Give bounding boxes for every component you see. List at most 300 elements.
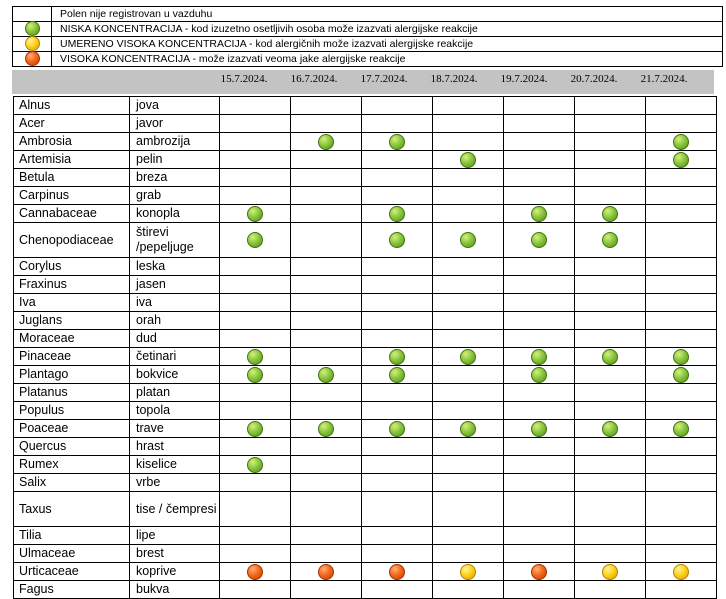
concentration-cell bbox=[362, 187, 433, 205]
concentration-cell bbox=[646, 563, 717, 581]
concentration-cell bbox=[504, 294, 575, 312]
concentration-cell bbox=[575, 474, 646, 492]
table-row bbox=[14, 527, 717, 545]
concentration-cell bbox=[646, 330, 717, 348]
date-label: 17.7.2024. bbox=[360, 73, 408, 85]
concentration-cell bbox=[291, 438, 362, 456]
concentration-cell bbox=[646, 276, 717, 294]
green-dot-icon bbox=[602, 349, 618, 365]
concentration-cell bbox=[575, 294, 646, 312]
concentration-cell bbox=[291, 276, 362, 294]
concentration-cell bbox=[575, 492, 646, 527]
concentration-cell bbox=[504, 402, 575, 420]
latin-name: Plantago bbox=[14, 366, 130, 384]
local-name: jova bbox=[130, 97, 220, 115]
concentration-cell bbox=[362, 330, 433, 348]
local-name: orah bbox=[130, 312, 220, 330]
green-dot-icon bbox=[318, 367, 334, 383]
concentration-cell bbox=[646, 169, 717, 187]
pollen-table bbox=[13, 96, 717, 599]
concentration-cell bbox=[575, 527, 646, 545]
concentration-cell bbox=[362, 492, 433, 527]
green-dot-icon bbox=[389, 367, 405, 383]
concentration-cell bbox=[433, 258, 504, 276]
concentration-cell bbox=[575, 420, 646, 438]
concentration-cell bbox=[433, 187, 504, 205]
concentration-cell bbox=[220, 133, 291, 151]
concentration-cell bbox=[504, 312, 575, 330]
latin-name: Quercus bbox=[14, 438, 130, 456]
table-row bbox=[14, 187, 717, 205]
local-name: ambrozija bbox=[130, 133, 220, 151]
orange-dot-icon bbox=[531, 564, 547, 580]
green-dot-icon bbox=[318, 134, 334, 150]
concentration-cell bbox=[433, 348, 504, 366]
table-row bbox=[14, 258, 717, 276]
concentration-cell bbox=[362, 97, 433, 115]
local-name: dud bbox=[130, 330, 220, 348]
concentration-cell bbox=[646, 115, 717, 133]
concentration-cell bbox=[220, 581, 291, 599]
concentration-cell bbox=[362, 527, 433, 545]
date-header bbox=[12, 70, 714, 94]
legend-text: Polen nije registrovan u vazduhu bbox=[52, 7, 723, 22]
green-dot-icon bbox=[531, 206, 547, 222]
concentration-cell bbox=[646, 384, 717, 402]
table-row bbox=[14, 384, 717, 402]
local-name: topola bbox=[130, 402, 220, 420]
local-name: četinari bbox=[130, 348, 220, 366]
green-dot-icon bbox=[673, 367, 689, 383]
green-dot-icon bbox=[531, 367, 547, 383]
concentration-cell bbox=[646, 456, 717, 474]
concentration-cell bbox=[433, 563, 504, 581]
concentration-cell bbox=[433, 205, 504, 223]
latin-name: Cannabaceae bbox=[14, 205, 130, 223]
green-dot-icon bbox=[460, 152, 476, 168]
concentration-cell bbox=[291, 205, 362, 223]
concentration-cell bbox=[575, 456, 646, 474]
local-name: kiselice bbox=[130, 456, 220, 474]
legend-row-high bbox=[13, 52, 723, 67]
latin-name: Alnus bbox=[14, 97, 130, 115]
concentration-cell bbox=[504, 366, 575, 384]
concentration-cell bbox=[504, 456, 575, 474]
table-row bbox=[14, 169, 717, 187]
legend-row-moderate bbox=[13, 37, 723, 52]
table-row bbox=[14, 294, 717, 312]
green-dot-icon bbox=[460, 421, 476, 437]
concentration-cell bbox=[504, 97, 575, 115]
legend-row-low bbox=[13, 22, 723, 37]
date-label: 15.7.2024. bbox=[220, 73, 268, 85]
concentration-cell bbox=[220, 527, 291, 545]
local-name: štirevi /pepeljuge bbox=[130, 223, 220, 258]
concentration-cell bbox=[291, 187, 362, 205]
concentration-cell bbox=[504, 276, 575, 294]
green-dot-icon bbox=[602, 421, 618, 437]
green-dot-icon bbox=[247, 349, 263, 365]
concentration-cell bbox=[433, 294, 504, 312]
concentration-cell bbox=[646, 294, 717, 312]
concentration-cell bbox=[575, 97, 646, 115]
concentration-cell bbox=[433, 545, 504, 563]
concentration-cell bbox=[362, 581, 433, 599]
concentration-cell bbox=[575, 384, 646, 402]
latin-name: Juglans bbox=[14, 312, 130, 330]
table-row bbox=[14, 581, 717, 599]
concentration-cell bbox=[646, 97, 717, 115]
concentration-cell bbox=[220, 151, 291, 169]
concentration-cell bbox=[433, 97, 504, 115]
table-row bbox=[14, 492, 717, 527]
concentration-cell bbox=[646, 581, 717, 599]
concentration-cell bbox=[220, 563, 291, 581]
concentration-cell bbox=[291, 492, 362, 527]
concentration-cell bbox=[362, 276, 433, 294]
concentration-cell bbox=[220, 115, 291, 133]
orange-dot-icon bbox=[247, 564, 263, 580]
concentration-cell bbox=[362, 420, 433, 438]
concentration-cell bbox=[504, 492, 575, 527]
concentration-cell bbox=[646, 133, 717, 151]
concentration-cell bbox=[433, 474, 504, 492]
concentration-cell bbox=[504, 258, 575, 276]
green-dot-icon bbox=[247, 421, 263, 437]
yellow-dot-icon bbox=[602, 564, 618, 580]
green-dot-icon bbox=[389, 134, 405, 150]
concentration-cell bbox=[362, 223, 433, 258]
concentration-cell bbox=[433, 169, 504, 187]
legend-row-none bbox=[13, 7, 723, 22]
concentration-cell bbox=[504, 545, 575, 563]
concentration-cell bbox=[220, 276, 291, 294]
concentration-cell bbox=[646, 223, 717, 258]
concentration-cell bbox=[220, 294, 291, 312]
legend-swatch bbox=[13, 37, 52, 52]
local-name: konopla bbox=[130, 205, 220, 223]
concentration-cell bbox=[646, 312, 717, 330]
green-dot-icon bbox=[460, 232, 476, 248]
concentration-cell bbox=[646, 420, 717, 438]
concentration-cell bbox=[220, 97, 291, 115]
concentration-cell bbox=[291, 115, 362, 133]
table-row bbox=[14, 474, 717, 492]
green-dot-icon bbox=[389, 232, 405, 248]
green-dot-icon bbox=[247, 232, 263, 248]
latin-name: Poaceae bbox=[14, 420, 130, 438]
orange-dot-icon bbox=[25, 51, 40, 66]
concentration-cell bbox=[646, 348, 717, 366]
latin-name: Tilia bbox=[14, 527, 130, 545]
local-name: koprive bbox=[130, 563, 220, 581]
latin-name: Rumex bbox=[14, 456, 130, 474]
green-dot-icon bbox=[673, 152, 689, 168]
concentration-cell bbox=[362, 474, 433, 492]
concentration-cell bbox=[646, 527, 717, 545]
green-dot-icon bbox=[602, 206, 618, 222]
latin-name: Populus bbox=[14, 402, 130, 420]
concentration-cell bbox=[504, 420, 575, 438]
concentration-cell bbox=[433, 492, 504, 527]
concentration-cell bbox=[433, 456, 504, 474]
concentration-cell bbox=[433, 366, 504, 384]
concentration-cell bbox=[291, 294, 362, 312]
concentration-cell bbox=[220, 438, 291, 456]
concentration-cell bbox=[646, 366, 717, 384]
concentration-cell bbox=[504, 205, 575, 223]
green-dot-icon bbox=[247, 367, 263, 383]
concentration-cell bbox=[575, 348, 646, 366]
local-name: vrbe bbox=[130, 474, 220, 492]
table-row bbox=[14, 366, 717, 384]
concentration-cell bbox=[291, 151, 362, 169]
concentration-cell bbox=[504, 527, 575, 545]
green-dot-icon bbox=[389, 349, 405, 365]
latin-name: Acer bbox=[14, 115, 130, 133]
table-row bbox=[14, 438, 717, 456]
table-row bbox=[14, 545, 717, 563]
local-name: leska bbox=[130, 258, 220, 276]
concentration-cell bbox=[504, 187, 575, 205]
concentration-cell bbox=[291, 456, 362, 474]
local-name: grab bbox=[130, 187, 220, 205]
latin-name: Iva bbox=[14, 294, 130, 312]
concentration-cell bbox=[220, 205, 291, 223]
concentration-cell bbox=[362, 133, 433, 151]
date-label: 18.7.2024. bbox=[430, 73, 478, 85]
concentration-cell bbox=[575, 187, 646, 205]
concentration-cell bbox=[220, 474, 291, 492]
concentration-cell bbox=[362, 563, 433, 581]
latin-name: Platanus bbox=[14, 384, 130, 402]
concentration-cell bbox=[220, 420, 291, 438]
green-dot-icon bbox=[531, 232, 547, 248]
green-dot-icon bbox=[673, 134, 689, 150]
local-name: javor bbox=[130, 115, 220, 133]
concentration-cell bbox=[220, 366, 291, 384]
concentration-cell bbox=[504, 223, 575, 258]
concentration-cell bbox=[362, 115, 433, 133]
concentration-cell bbox=[575, 133, 646, 151]
concentration-cell bbox=[291, 420, 362, 438]
concentration-cell bbox=[362, 205, 433, 223]
green-dot-icon bbox=[25, 21, 40, 36]
concentration-cell bbox=[433, 420, 504, 438]
concentration-cell bbox=[291, 348, 362, 366]
concentration-cell bbox=[646, 258, 717, 276]
local-name: trave bbox=[130, 420, 220, 438]
concentration-cell bbox=[291, 545, 362, 563]
legend-text: VISOKA KONCENTRACIJA - može izazvati veoma jake alergijske reakcije bbox=[52, 52, 723, 67]
concentration-cell bbox=[291, 330, 362, 348]
concentration-cell bbox=[362, 545, 433, 563]
concentration-cell bbox=[291, 563, 362, 581]
concentration-cell bbox=[362, 402, 433, 420]
green-dot-icon bbox=[389, 421, 405, 437]
green-dot-icon bbox=[673, 349, 689, 365]
concentration-cell bbox=[362, 456, 433, 474]
concentration-cell bbox=[291, 169, 362, 187]
green-dot-icon bbox=[318, 421, 334, 437]
green-dot-icon bbox=[531, 421, 547, 437]
local-name: jasen bbox=[130, 276, 220, 294]
concentration-cell bbox=[575, 258, 646, 276]
latin-name: Taxus bbox=[14, 492, 130, 527]
latin-name: Carpinus bbox=[14, 187, 130, 205]
local-name: breza bbox=[130, 169, 220, 187]
concentration-cell bbox=[220, 384, 291, 402]
concentration-cell bbox=[575, 563, 646, 581]
green-dot-icon bbox=[531, 349, 547, 365]
date-label: 19.7.2024. bbox=[500, 73, 548, 85]
concentration-cell bbox=[220, 348, 291, 366]
concentration-cell bbox=[504, 563, 575, 581]
local-name: lipe bbox=[130, 527, 220, 545]
legend-text: UMERENO VISOKA KONCENTRACIJA - kod alergičnih može izazvati alergijske reakcije bbox=[52, 37, 723, 52]
legend-text: NISKA KONCENTRACIJA - kod izuzetno osetljivih osoba može izazvati alergijske reakcije bbox=[52, 22, 723, 37]
concentration-cell bbox=[362, 169, 433, 187]
concentration-cell bbox=[433, 115, 504, 133]
legend-table bbox=[12, 6, 723, 67]
latin-name: Betula bbox=[14, 169, 130, 187]
latin-name: Fraxinus bbox=[14, 276, 130, 294]
concentration-cell bbox=[220, 545, 291, 563]
concentration-cell bbox=[575, 223, 646, 258]
concentration-cell bbox=[433, 581, 504, 599]
green-dot-icon bbox=[247, 206, 263, 222]
concentration-cell bbox=[220, 456, 291, 474]
local-name: brest bbox=[130, 545, 220, 563]
concentration-cell bbox=[433, 276, 504, 294]
concentration-cell bbox=[291, 581, 362, 599]
concentration-cell bbox=[433, 151, 504, 169]
orange-dot-icon bbox=[318, 564, 334, 580]
concentration-cell bbox=[220, 492, 291, 527]
table-row bbox=[14, 420, 717, 438]
yellow-dot-icon bbox=[460, 564, 476, 580]
local-name: iva bbox=[130, 294, 220, 312]
concentration-cell bbox=[433, 133, 504, 151]
table-row bbox=[14, 330, 717, 348]
concentration-cell bbox=[433, 223, 504, 258]
green-dot-icon bbox=[389, 206, 405, 222]
concentration-cell bbox=[291, 133, 362, 151]
local-name: platan bbox=[130, 384, 220, 402]
legend-swatch bbox=[13, 22, 52, 37]
latin-name: Ulmaceae bbox=[14, 545, 130, 563]
table-row bbox=[14, 115, 717, 133]
concentration-cell bbox=[291, 527, 362, 545]
concentration-cell bbox=[504, 115, 575, 133]
concentration-cell bbox=[433, 330, 504, 348]
table-row bbox=[14, 348, 717, 366]
table-row bbox=[14, 276, 717, 294]
concentration-cell bbox=[575, 205, 646, 223]
concentration-cell bbox=[575, 312, 646, 330]
concentration-cell bbox=[433, 402, 504, 420]
concentration-cell bbox=[433, 384, 504, 402]
concentration-cell bbox=[362, 258, 433, 276]
concentration-cell bbox=[220, 169, 291, 187]
orange-dot-icon bbox=[389, 564, 405, 580]
green-dot-icon bbox=[247, 457, 263, 473]
concentration-cell bbox=[362, 294, 433, 312]
latin-name: Moraceae bbox=[14, 330, 130, 348]
concentration-cell bbox=[504, 384, 575, 402]
concentration-cell bbox=[291, 223, 362, 258]
concentration-cell bbox=[504, 474, 575, 492]
concentration-cell bbox=[362, 312, 433, 330]
concentration-cell bbox=[362, 366, 433, 384]
concentration-cell bbox=[291, 258, 362, 276]
concentration-cell bbox=[220, 223, 291, 258]
table-row bbox=[14, 205, 717, 223]
concentration-cell bbox=[504, 348, 575, 366]
concentration-cell bbox=[433, 312, 504, 330]
concentration-cell bbox=[291, 312, 362, 330]
concentration-cell bbox=[575, 330, 646, 348]
concentration-cell bbox=[433, 438, 504, 456]
date-label: 16.7.2024. bbox=[290, 73, 338, 85]
concentration-cell bbox=[504, 151, 575, 169]
concentration-cell bbox=[291, 366, 362, 384]
concentration-cell bbox=[362, 151, 433, 169]
green-dot-icon bbox=[673, 421, 689, 437]
local-name: bukva bbox=[130, 581, 220, 599]
table-row bbox=[14, 97, 717, 115]
latin-name: Artemisia bbox=[14, 151, 130, 169]
local-name: tise / čempresi bbox=[130, 492, 220, 527]
concentration-cell bbox=[646, 474, 717, 492]
concentration-cell bbox=[646, 205, 717, 223]
table-row bbox=[14, 563, 717, 581]
concentration-cell bbox=[504, 581, 575, 599]
local-name: hrast bbox=[130, 438, 220, 456]
yellow-dot-icon bbox=[673, 564, 689, 580]
green-dot-icon bbox=[602, 232, 618, 248]
local-name: pelin bbox=[130, 151, 220, 169]
concentration-cell bbox=[220, 330, 291, 348]
concentration-cell bbox=[575, 545, 646, 563]
concentration-cell bbox=[504, 169, 575, 187]
concentration-cell bbox=[575, 581, 646, 599]
concentration-cell bbox=[575, 151, 646, 169]
concentration-cell bbox=[362, 438, 433, 456]
green-dot-icon bbox=[460, 349, 476, 365]
local-name: bokvice bbox=[130, 366, 220, 384]
concentration-cell bbox=[220, 187, 291, 205]
concentration-cell bbox=[291, 384, 362, 402]
concentration-cell bbox=[575, 115, 646, 133]
yellow-dot-icon bbox=[25, 36, 40, 51]
table-row bbox=[14, 456, 717, 474]
legend-swatch bbox=[13, 52, 52, 67]
concentration-cell bbox=[646, 402, 717, 420]
latin-name: Urticaceae bbox=[14, 563, 130, 581]
date-label: 21.7.2024. bbox=[640, 73, 688, 85]
concentration-cell bbox=[291, 402, 362, 420]
concentration-cell bbox=[504, 133, 575, 151]
latin-name: Pinaceae bbox=[14, 348, 130, 366]
table-row bbox=[14, 133, 717, 151]
concentration-cell bbox=[575, 366, 646, 384]
latin-name: Chenopodiaceae bbox=[14, 223, 130, 258]
latin-name: Corylus bbox=[14, 258, 130, 276]
concentration-cell bbox=[646, 151, 717, 169]
latin-name: Ambrosia bbox=[14, 133, 130, 151]
table-row bbox=[14, 151, 717, 169]
